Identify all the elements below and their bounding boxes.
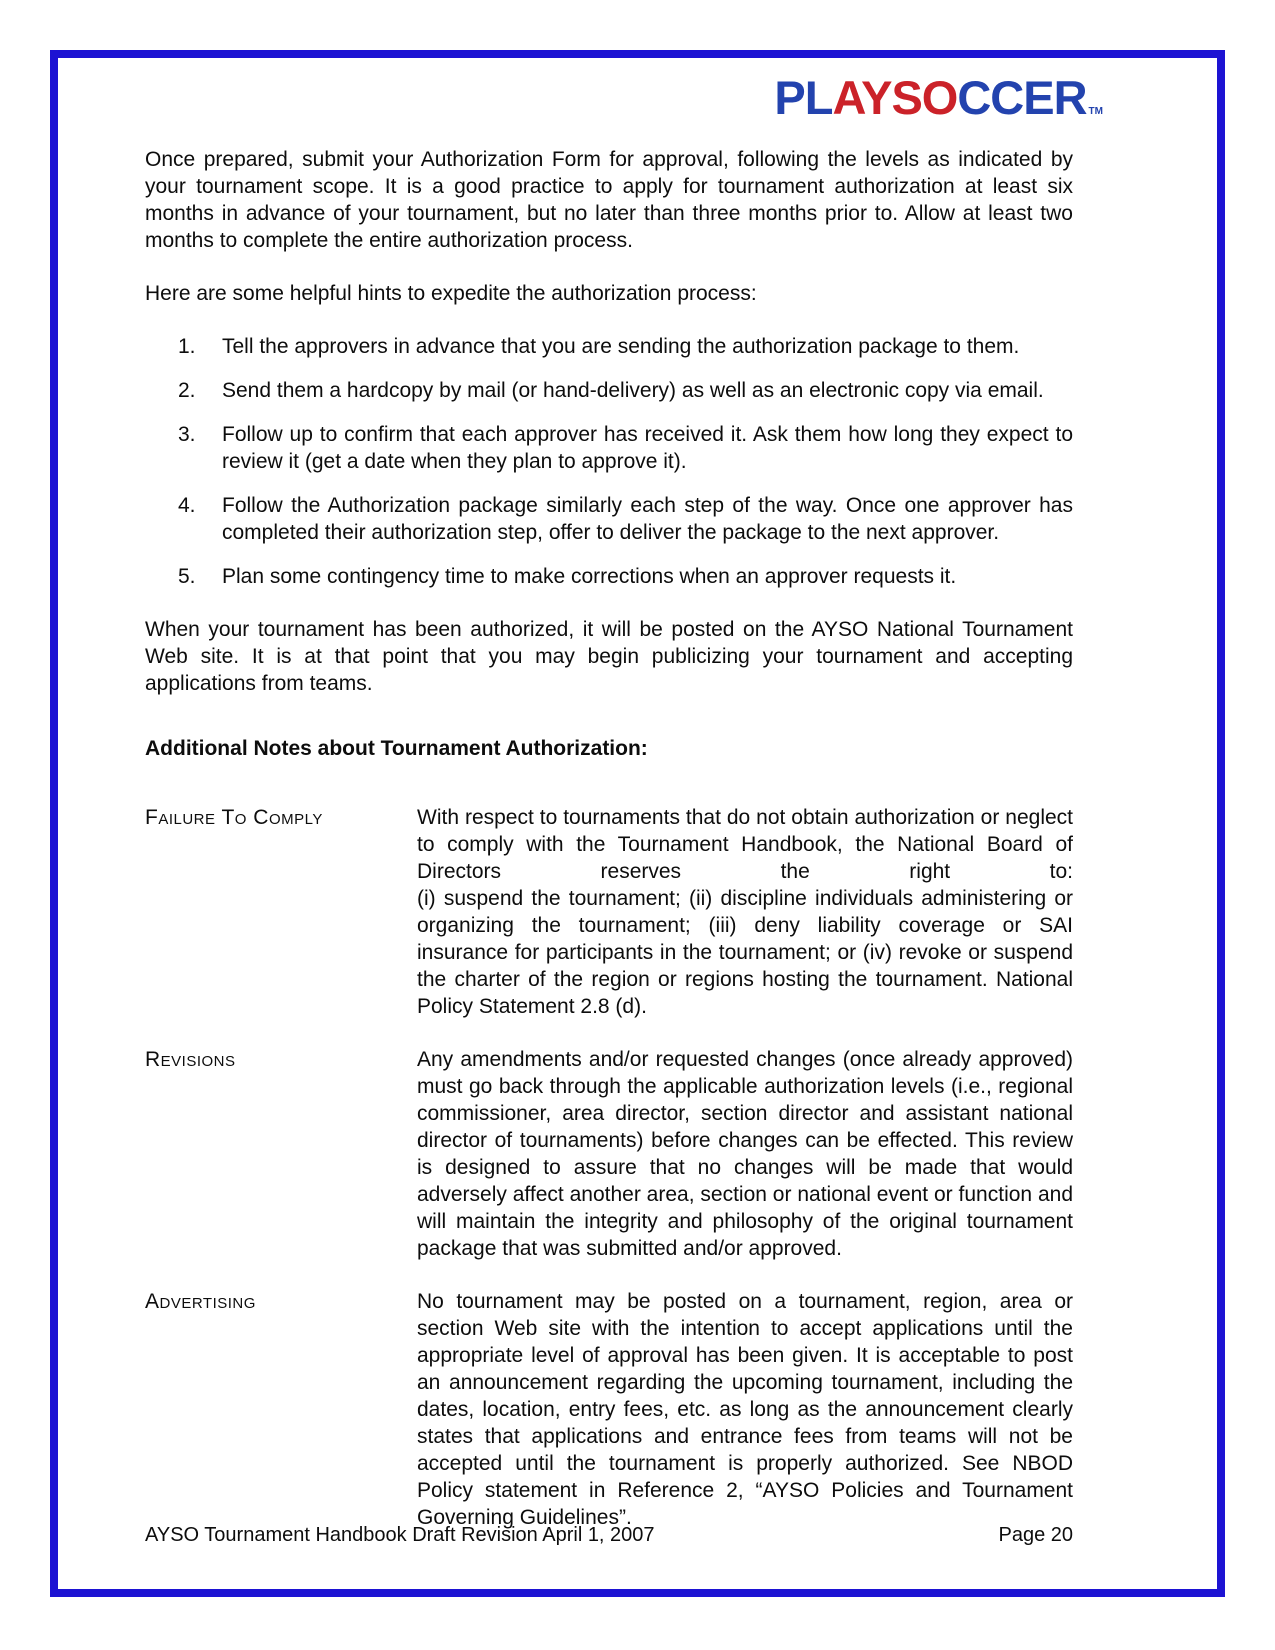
definition-body — [417, 1046, 1073, 1262]
list-item-text: Plan some contingency time to make corrections when an approver requests it. — [222, 565, 957, 588]
footer-document-title: AYSO Tournament Handbook Draft Revision April 1, 2007 — [145, 1524, 655, 1546]
definition-entry-revisions — [145, 1046, 1073, 1262]
list-item — [145, 333, 1073, 360]
list-item-number: 1. — [178, 335, 196, 358]
definition-label: Revisions — [145, 1048, 236, 1071]
notes-heading: Additional Notes about Tournament Authorization: — [145, 737, 648, 760]
list-item-text: Follow the Authorization package similarly each step of the way. Once one approver has completed their authorization step, offer to deliver the package to the next approver. — [222, 494, 1073, 544]
list-item — [145, 377, 1073, 404]
playsoccer-logo — [774, 71, 1103, 124]
definition-label: Failure To Comply — [145, 806, 323, 829]
definition-label: Advertising — [145, 1290, 256, 1313]
list-item — [145, 492, 1073, 546]
list-item-number: 3. — [178, 423, 196, 446]
trademark-symbol: TM — [1088, 106, 1103, 117]
definition-body — [417, 1288, 1073, 1531]
definition-body-text: No tournament may be posted on a tournament, region, area or section Web site with the intention to accept applications until the appropriate level of approval has been given. It is acceptable to post an announcement regarding the upcoming tournament, including the dates, location, entry fees, etc. as long as the announcement clearly states that applications and entrance fees from teams will not be accepted until the tournament is properly authorized. See NBOD Policy statement in Reference 2, “AYSO Policies and Tournament Governing Guidelines”. — [417, 1290, 1073, 1529]
authorized-paragraph: When your tournament has been authorized, it will be posted on the AYSO National Tournament Web site. It is at that point that you may begin publicizing your tournament and accepting applications from teams. — [145, 618, 1073, 695]
definition-body-text: (i) suspend the tournament; (ii) discipline individuals administering or organizing the tournament; (iii) deny liability coverage or SAI insurance for participants in the tournament; or (iv) revoke or suspend the charter of the region or regions hosting the tournament. National Policy Statement 2.8 (d). — [417, 887, 1073, 1018]
logo-segment-ayso: AYSO — [832, 71, 958, 124]
intro-paragraph: Once prepared, submit your Authorization Form for approval, following the levels as indicated by your tournament scope. It is a good practice to apply for tournament authorization at least six months in advance of your tournament, but no later than three months prior to. Allow at least two months to complete the entire authorization process. — [145, 148, 1073, 252]
hints-intro-paragraph: Here are some helpful hints to expedite the authorization process: — [145, 282, 757, 305]
footer-page-number: Page 20 — [998, 1524, 1073, 1546]
logo-segment-ccer: CCER — [957, 71, 1087, 124]
hints-list — [145, 333, 1073, 590]
page-content — [145, 146, 1073, 1557]
logo-segment-pl: PL — [774, 71, 833, 124]
definition-body — [417, 804, 1073, 1020]
definition-entry-advertising — [145, 1288, 1073, 1531]
list-item-number: 5. — [178, 565, 196, 588]
list-item-number: 2. — [178, 379, 196, 402]
list-item-text: Send them a hardcopy by mail (or hand-delivery) as well as an electronic copy via email. — [222, 379, 1044, 402]
list-item — [145, 563, 1073, 590]
definition-entry-failure-to-comply — [145, 804, 1073, 1020]
page-footer — [145, 1524, 1073, 1547]
list-item-text: Tell the approvers in advance that you are sending the authorization package to them. — [222, 335, 1020, 358]
definition-body-text: Any amendments and/or requested changes (once already approved) must go back through the applicable authorization levels (i.e., regional commissioner, area director, section director and assistant national director of tournaments) before changes can be effected. This review is designed to assure that no changes will be made that would adversely affect another area, section or national event or function and will maintain the integrity and philosophy of the original tournament package that was submitted and/or approved. — [417, 1048, 1073, 1260]
list-item-text: Follow up to confirm that each approver has received it. Ask them how long they expect to review it (get a date when they plan to approve it). — [222, 423, 1073, 473]
list-item — [145, 421, 1073, 475]
definition-body-text: With respect to tournaments that do not obtain authorization or neglect to comply with the Tournament Handbook, the National Board of Directors reserves the right to: — [417, 806, 1073, 883]
list-item-number: 4. — [178, 494, 196, 517]
